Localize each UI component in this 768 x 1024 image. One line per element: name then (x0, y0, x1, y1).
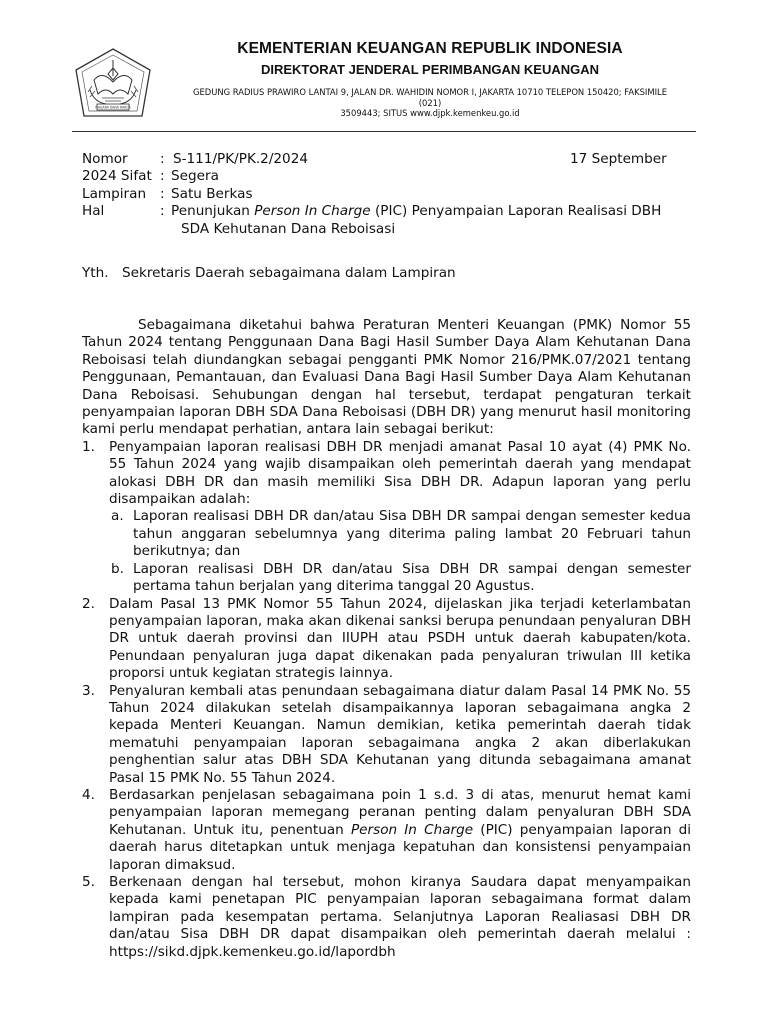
hal-line-2: SDA Kehutanan Dana Reboisasi (181, 220, 396, 237)
sifat-row (82, 168, 702, 185)
point-5-text: Berkenaan dengan hal tersebut, mohon kiranya Saudara dapat menyampaikan kepada kami penetapan PIC penyampaian laporan sebagaimana format dalam lampiran pada kesempatan pertama. Selanjutnya Laporan Realiasasi DBH DR dan/atau Sisa DBH DR dapat disampaikan oleh pemerintah daerah melalui : https://sikd.djpk.kemenkeu.go.id/lapordbh (109, 874, 691, 960)
list-number: 1. (82, 438, 95, 455)
hal-value (171, 203, 701, 238)
kemenkeu-emblem-icon (72, 46, 154, 124)
sifat-label: 2024 Sifat (82, 168, 152, 185)
logo-motto-text: NAGARA DANA RAKCA (95, 105, 131, 110)
letterhead (160, 40, 700, 119)
sifat-value: Segera (171, 168, 219, 185)
point-4-text-start: Berdasarkan penjelasan sebagaimana poin 1 s.d. 3 di atas, menurut hemat kami penyampaian laporan memegang peranan penting dalam penyaluran DBH SDA Kehutanan. Untuk itu, penentuan (109, 786, 691, 838)
letter-body (82, 317, 691, 961)
addressee-text: Sekretaris Daerah sebagaimana dalam Lampiran (122, 265, 456, 281)
lampiran-label: Lampiran (82, 185, 147, 202)
point-1a-text: Laporan realisasi DBH DR dan/atau Sisa DBH DR sampai dengan semester kedua tahun anggaran sebelumnya yang diterima paling lambat 20 Februari tahun berikutnya; dan (133, 508, 691, 560)
point-2-text: Dalam Pasal 13 PMK Nomor 55 Tahun 2024, dijelaskan jika terjadi keterlambatan penyampaian laporan, maka akan dikenai sanksi berupa penundaan penyaluran DBH DR untuk daerah provinsi dan IIUPH atau PSDH untuk daerah kabupaten/kota. Penundaan penyaluran juga dapat dikenakan pada penyaluran triwulan III ketika proporsi untuk kegiatan strategis lainnya. (109, 595, 691, 682)
letter-header (82, 151, 702, 238)
directorate-title: DIREKTORAT JENDERAL PERIMBANGAN KEUANGAN (260, 62, 600, 77)
address-line-3: 3509443; SITUS www.djpk.kemenkeu.go.id (340, 108, 520, 118)
letter-date: 17 September (570, 151, 667, 167)
list-item (82, 683, 691, 787)
letterhead-divider (72, 131, 696, 132)
intro-paragraph: Sebagaimana diketahui bahwa Peraturan Menteri Keuangan (PMK) Nomor 55 Tahun 2024 tentang Penggunaan Dana Bagi Hasil Sumber Daya Alam Kehutanan Dana Reboisasi telah diundangkan sebagai pengganti PMK Nomor 216/PMK.07/2021 tentang Penggunaan, Pemantauan, dan Evaluasi Dana Bagi Hasil Sumber Daya Alam Kehutanan Dana Reboisasi. Sehubungan dengan hal tersebut, terdapat pengaturan terkait penyampaian laporan DBH SDA Dana Reboisasi (DBH DR) yang menurut hasil monitoring kami perlu mendapat perhatian, antara lain sebagai berikut: (82, 317, 691, 438)
hal-row (82, 203, 702, 238)
hal-prefix: Penunjukan (171, 203, 255, 220)
nomor-row (82, 151, 702, 168)
point-1-text: Penyampaian laporan realisasi DBH DR menjadi amanat Pasal 10 ayat (4) PMK No. 55 Tahun 2024 yang wajib disampaikan oleh pemerintah daerah yang mendapat alokasi DBH DR dan masih memiliki Sisa DBH DR. Adapun laporan yang perlu disampaikan adalah: (109, 438, 691, 508)
list-letter: a. (111, 508, 124, 525)
point-3-text: Penyaluran kembali atas penundaan sebagaimana diatur dalam Pasal 14 PMK No. 55 Tahun 2024 dilakukan setelah disampaikannya laporan sebagaimana angka 2 kepada Menteri Keuangan. Namun demikian, ketika pemerintah daerah tidak mematuhi penyampaian laporan sebagaimana angka 2 akan diberlakukan penghentian salur atas DBH SDA Kehutanan yang ditunda sebagaimana amanat Pasal 15 PMK No. 55 Tahun 2024. (109, 682, 691, 786)
list-number: 2. (82, 595, 95, 612)
list-item (82, 874, 691, 961)
list-item (109, 561, 691, 596)
list-item (82, 787, 691, 874)
hal-suffix: (PIC) Penyampaian Laporan Realisasi DBH (370, 203, 662, 220)
list-number: 3. (82, 682, 95, 699)
addressee (82, 265, 456, 281)
addressee-prefix: Yth. (82, 265, 109, 281)
sub-list (109, 508, 691, 595)
list-item (82, 439, 691, 596)
lampiran-colon: : (160, 185, 165, 202)
nomor-label: Nomor (82, 151, 128, 167)
nomor-colon: : (160, 151, 165, 167)
lampiran-value: Satu Berkas (171, 185, 253, 202)
list-item (109, 508, 691, 560)
point-4-text-end: (PIC) penyampaian laporan di daerah harus ditetapkan untuk menjaga kepatuhan dan konsistensi penyampaian laporan dimaksud. (109, 821, 692, 873)
sifat-colon: : (160, 168, 165, 185)
address-line-1: GEDUNG RADIUS PRAWIRO LANTAI 9, JALAN DR. WAHIDIN NOMOR I, JAKARTA 10710 TELEPON 150420; FAKSIMILE (192, 87, 668, 97)
list-number: 5. (82, 874, 95, 890)
letterhead-address (160, 87, 700, 119)
list-letter: b. (111, 560, 124, 577)
lampiran-row (82, 186, 702, 203)
point-1b-text: Laporan realisasi DBH DR dan/atau Sisa DBH DR sampai dengan semester pertama tahun berjalan yang diterima tanggal 20 Agustus. (133, 560, 691, 595)
points-list (82, 439, 691, 961)
point-4-italic: Person In Charge (350, 821, 474, 838)
nomor-value: S-111/PK/PK.2/2024 (173, 151, 309, 167)
address-line-2: (021) (418, 97, 442, 108)
list-number: 4. (82, 786, 95, 803)
ministry-title: KEMENTERIAN KEUANGAN REPUBLIK INDONESIA (237, 40, 623, 57)
hal-colon: : (160, 203, 165, 220)
hal-italic: Person In Charge (254, 203, 371, 220)
list-item (82, 596, 691, 683)
hal-label: Hal (82, 203, 105, 220)
